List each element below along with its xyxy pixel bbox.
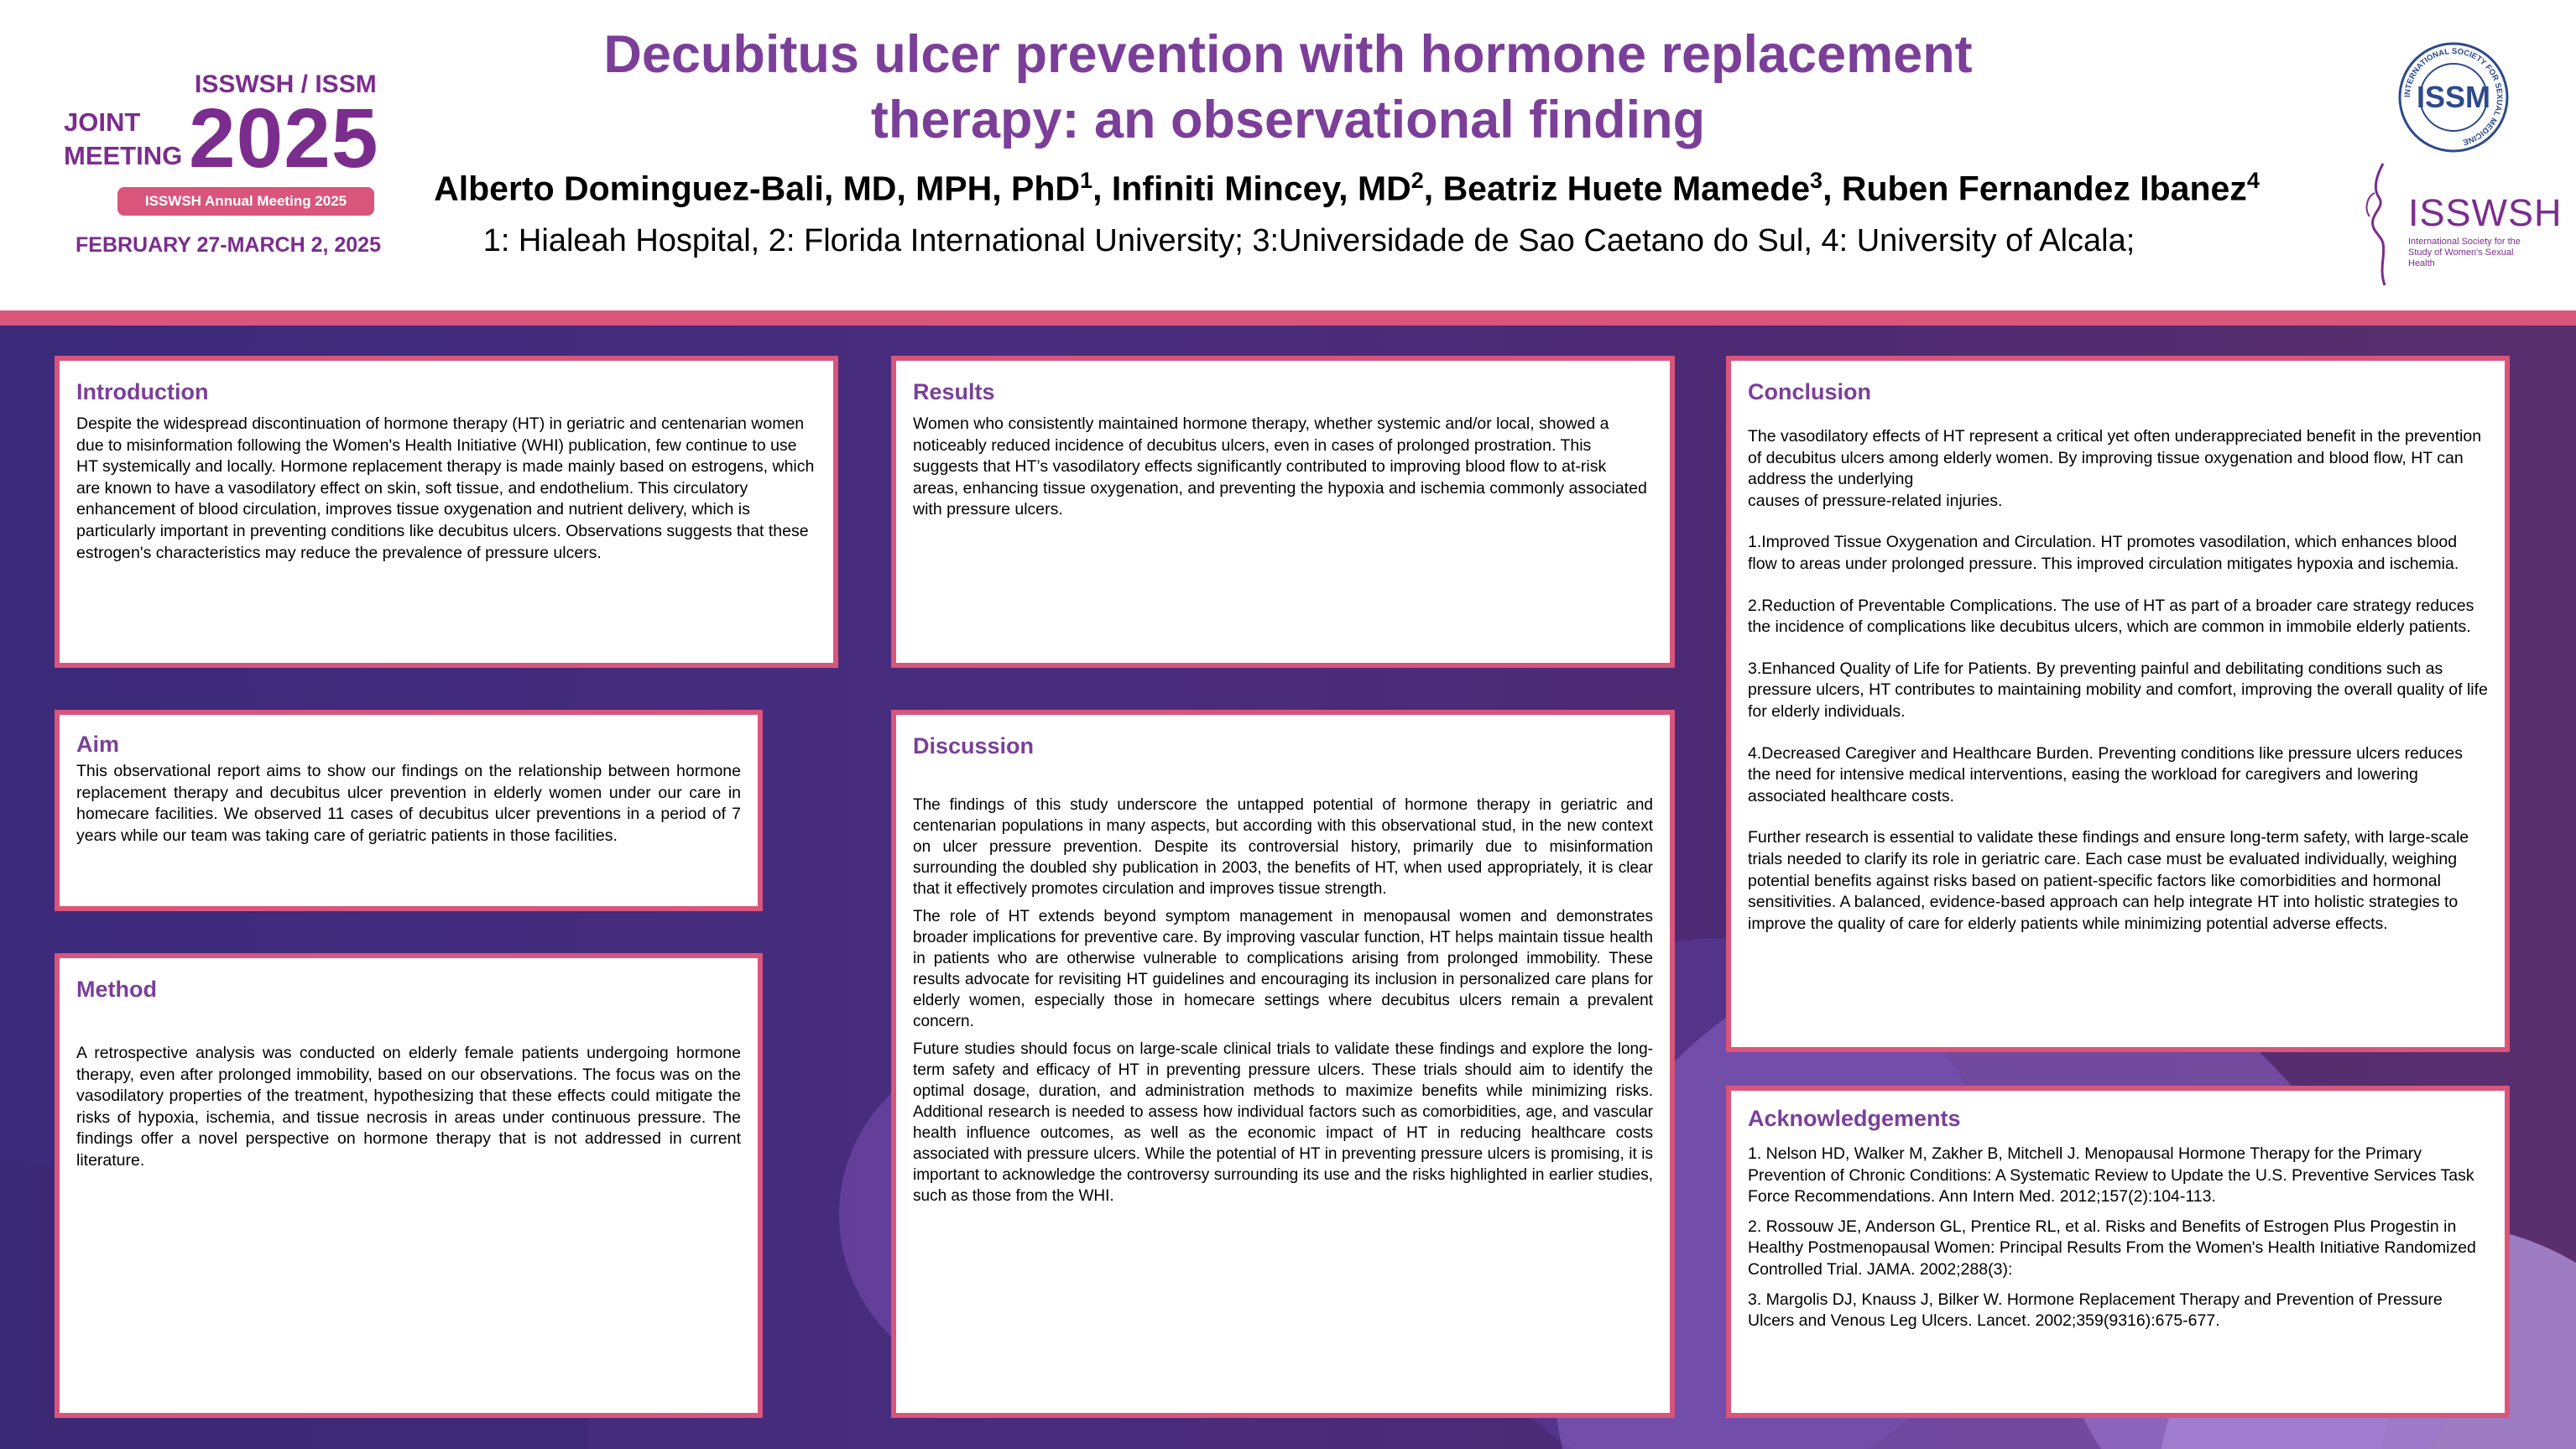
results-text: Women who consistently maintained hormone therapy, whether systemic and/or local, showed a noticeably reduced incidence of decubitus ulcers, even in cases of prolonged prostration. This suggests that HT’s vasodilatory effects significantly contributed to improving blood flow to at-risk areas, enhancing tissue oxygenation, and preventing the hypoxia and ischemia commonly associated with pressure ulcers. — [913, 414, 1647, 519]
author-list — [369, 168, 2324, 209]
author-name: Ruben Fernandez Ibanez — [1841, 169, 2247, 208]
logo-year-text: 2025 — [189, 91, 379, 185]
discussion-paragraph: The role of HT extends beyond symptom management in menopausal women and demonstrates broader implications for preventive care. By improving vascular function, HT helps maintain tissue health in patients who are otherwise vulnerable to complications arising from prolonged immobility. These results advocate for revisiting HT guidelines and encouraging its inclusion in personalized care plans for elderly women, especially those in homecare settings where decubitus ulcers remain a prevalent concern. — [913, 908, 1653, 1030]
author-affiliation-number: 1 — [1080, 168, 1093, 193]
logo-joint-meeting — [64, 106, 198, 173]
author-affiliation-number: 3 — [1810, 168, 1823, 193]
author-separator: , — [1092, 169, 1112, 208]
conclusion-intro-line: The vasodilatory effects of HT represent a critical yet often underappreciated benefit in the prevention of decubitus ulcers among elderly women. By improving tissue oxygenation and blood flow, HT can address the underlying — [1748, 427, 2482, 489]
aim-text: This observational report aims to show our findings on the relationship between hormone replacement therapy and decubitus ulcer prevention in elderly women under our care in homecare facilities. We observed 11 cases of decubitus ulcer preventions in a period of 7 years while our team was taking care of geriatric patients in those facilities. — [76, 762, 741, 845]
conclusion-point: 1.Improved Tissue Oxygenation and Circulation. HT promotes vasodilation, which enhances blood flow to areas under prolonged pressure. This improved circulation mitigates hypoxia and ischemia. — [1748, 533, 2459, 573]
introduction-panel — [55, 356, 838, 668]
issm-seal-icon — [2396, 40, 2511, 154]
header-divider-band — [0, 310, 2576, 326]
author-affiliation-number: 2 — [1411, 168, 1424, 193]
author-affiliation-number: 4 — [2246, 168, 2260, 193]
conclusion-point: 3.Enhanced Quality of Life for Patients. By preventing painful and debilitating conditions such as pressure ulcers, HT contributes to maintaining mobility and comfort, improving the overall quality of life for elderly individuals. — [1748, 659, 2488, 721]
issm-logo — [2396, 40, 2511, 154]
conclusion-intro — [1748, 426, 2488, 512]
acknowledgements-heading: Acknowledgements — [1748, 1106, 1961, 1131]
aim-panel — [55, 710, 763, 911]
discussion-panel — [891, 710, 1675, 1418]
isswsh-tagline: International Society for the Study of Women's Sexual Health — [2408, 237, 2521, 268]
title-line-2: therapy: an observational finding — [870, 91, 1706, 149]
acknowledgements-panel — [1726, 1086, 2510, 1418]
affiliations: 1: Hialeah Hospital, 2: Florida International University; 3:Universidade de Sao Caetano do Sul, 4: University of Alcala; — [482, 223, 2135, 258]
discussion-paragraph: Future studies should focus on large-scale clinical trials to validate these findings and explore the long-term safety and efficacy of HT in preventing pressure ulcers. These trials should aim to identify the optimal dosage, duration, and administration methods to maximize benefits while minimizing risks. Additional research is needed to assess how individual factors such as comorbidities, age, and vascular health influence outcomes, as well as the economic impact of HT in reducing healthcare costs associated with pressure ulcers. While the potential of HT in preventing pressure ulcers is promising, it is important to acknowledge the controversy surrounding its use and the risks highlighted in earlier studies, such as those from the WHI. — [913, 1040, 1653, 1205]
reference-item: 2. Rossouw JE, Anderson GL, Prentice RL, et al. Risks and Benefits of Estrogen Plus Progestin in Healthy Postmenopausal Women: Principal Results From the Women's Health Initiative Randomized Controlled Trial. JAMA. 2002;288(3): — [1748, 1217, 2476, 1279]
poster-title — [503, 22, 2073, 153]
isswsh-logo-text: ISSWSH — [2408, 191, 2563, 234]
reference-item: 3. Margolis DJ, Knauss J, Bilker W. Hormone Replacement Therapy and Prevention of Pressure Ulcers and Venous Leg Ulcers. Lancet. 2002;359(9316):675-677. — [1748, 1290, 2443, 1331]
author-separator: , — [1822, 169, 1842, 208]
aim-heading: Aim — [76, 732, 120, 757]
conclusion-point: 2.Reduction of Preventable Complications. The use of HT as part of a broader care strategy reduces the incidence of complications like decubitus ulcers, which are common in immobile elderly patients. — [1748, 596, 2474, 637]
introduction-text: Despite the widespread discontinuation of hormone therapy (HT) in geriatric and centenarian women due to misinformation following the Women's Health Initiative (WHI) publication, few continue to use HT systemically and locally. Hormone replacement therapy is made mainly based on estrogens, which are known to have a vasodilatory effect on skin, soft tissue, and endothelium. This circulatory enhancement of blood circulation, improves tissue oxygenation and nutrient delivery, which is particularly important in preventing conditions like decubitus ulcers. Observations suggests that these estrogen's characteristics may reduce the prevalence of pressure ulcers. — [76, 414, 815, 562]
conclusion-heading: Conclusion — [1748, 379, 1871, 404]
conclusion-panel — [1726, 356, 2510, 1052]
discussion-heading: Discussion — [913, 733, 1035, 758]
author-name: Alberto Dominguez-Bali, MD, MPH, PhD — [434, 169, 1081, 208]
conclusion-closing: Further research is essential to validate these findings and ensure long-term safety, with large-scale trials needed to clarify its role in geriatric care. Each case must be evaluated individually, weighing potential benefits against risks based on patient-specific factors like comorbidities and hormonal sensitivities. A balanced, evidence-based approach can help integrate HT into holistic strategies to improve the quality of care for elderly patients while minimizing potential adverse effects. — [1748, 828, 2469, 933]
isswsh-logo — [2358, 159, 2563, 294]
reference-item: 1. Nelson HD, Walker M, Zakher B, Mitchell J. Menopausal Hormone Therapy for the Primary Prevention of Chronic Conditions: A Systematic Review to Update the U.S. Preventive Services Task Force Recommendations. Ann Intern Med. 2012;157(2):104-113. — [1748, 1144, 2474, 1207]
introduction-heading: Introduction — [76, 379, 209, 404]
logo-org-text: ISSWSH / ISSM — [195, 70, 377, 98]
issm-logo-text: ISSM — [2416, 80, 2491, 114]
issm-ring-text: INTERNATIONAL SOCIETY FOR SEXUAL MEDICINE — [2402, 46, 2505, 147]
results-heading: Results — [913, 379, 995, 404]
results-panel — [891, 356, 1675, 668]
title-line-1: Decubitus ulcer prevention with hormone replacement — [603, 25, 1973, 84]
meeting-logo — [50, 59, 386, 268]
logo-joint-text: JOINT — [64, 107, 141, 137]
logo-annual-meeting-badge: ISSWSH Annual Meeting 2025 — [117, 187, 374, 216]
author-separator: , — [1423, 169, 1443, 208]
method-panel — [55, 953, 763, 1418]
author-name: Infiniti Mincey, MD — [1111, 169, 1411, 208]
method-text: A retrospective analysis was conducted on elderly female patients undergoing hormone therapy, even after prolonged immobility, based on our observations. The focus was on the vasodilatory properties of the treatment, hypothesizing that these effects could mitigate the risks of hypoxia, ischemia, and tissue necrosis in areas under continuous pressure. The findings offer a novel perspective on hormone therapy that is not addressed in current literature. — [76, 1044, 741, 1170]
logo-meeting-text: MEETING — [64, 141, 183, 170]
method-heading: Method — [76, 977, 157, 1002]
logo-dates-text: FEBRUARY 27-MARCH 2, 2025 — [76, 233, 381, 257]
poster-header — [0, 0, 2576, 310]
author-name: Beatriz Huete Mamede — [1442, 169, 1811, 208]
conclusion-point: 4.Decreased Caregiver and Healthcare Burden. Preventing conditions like pressure ulcers reduces the need for intensive medical interventions, easing the workload for caregivers and lowering associated healthcare costs. — [1748, 743, 2463, 805]
conclusion-intro-line: causes of pressure-related injuries. — [1748, 491, 2003, 510]
discussion-paragraph: The findings of this study underscore the untapped potential of hormone therapy in geriatric and centenarian populations in many aspects, but according with this observational stud, in the new context on ulcer pressure prevention. Despite its controversial history, primarily due to misinformation surrounding the doubled shy publication in 2003, the benefits of HT, when used appropriately, it is clear that it effectively promotes circulation and improves tissue strength. — [913, 796, 1653, 898]
